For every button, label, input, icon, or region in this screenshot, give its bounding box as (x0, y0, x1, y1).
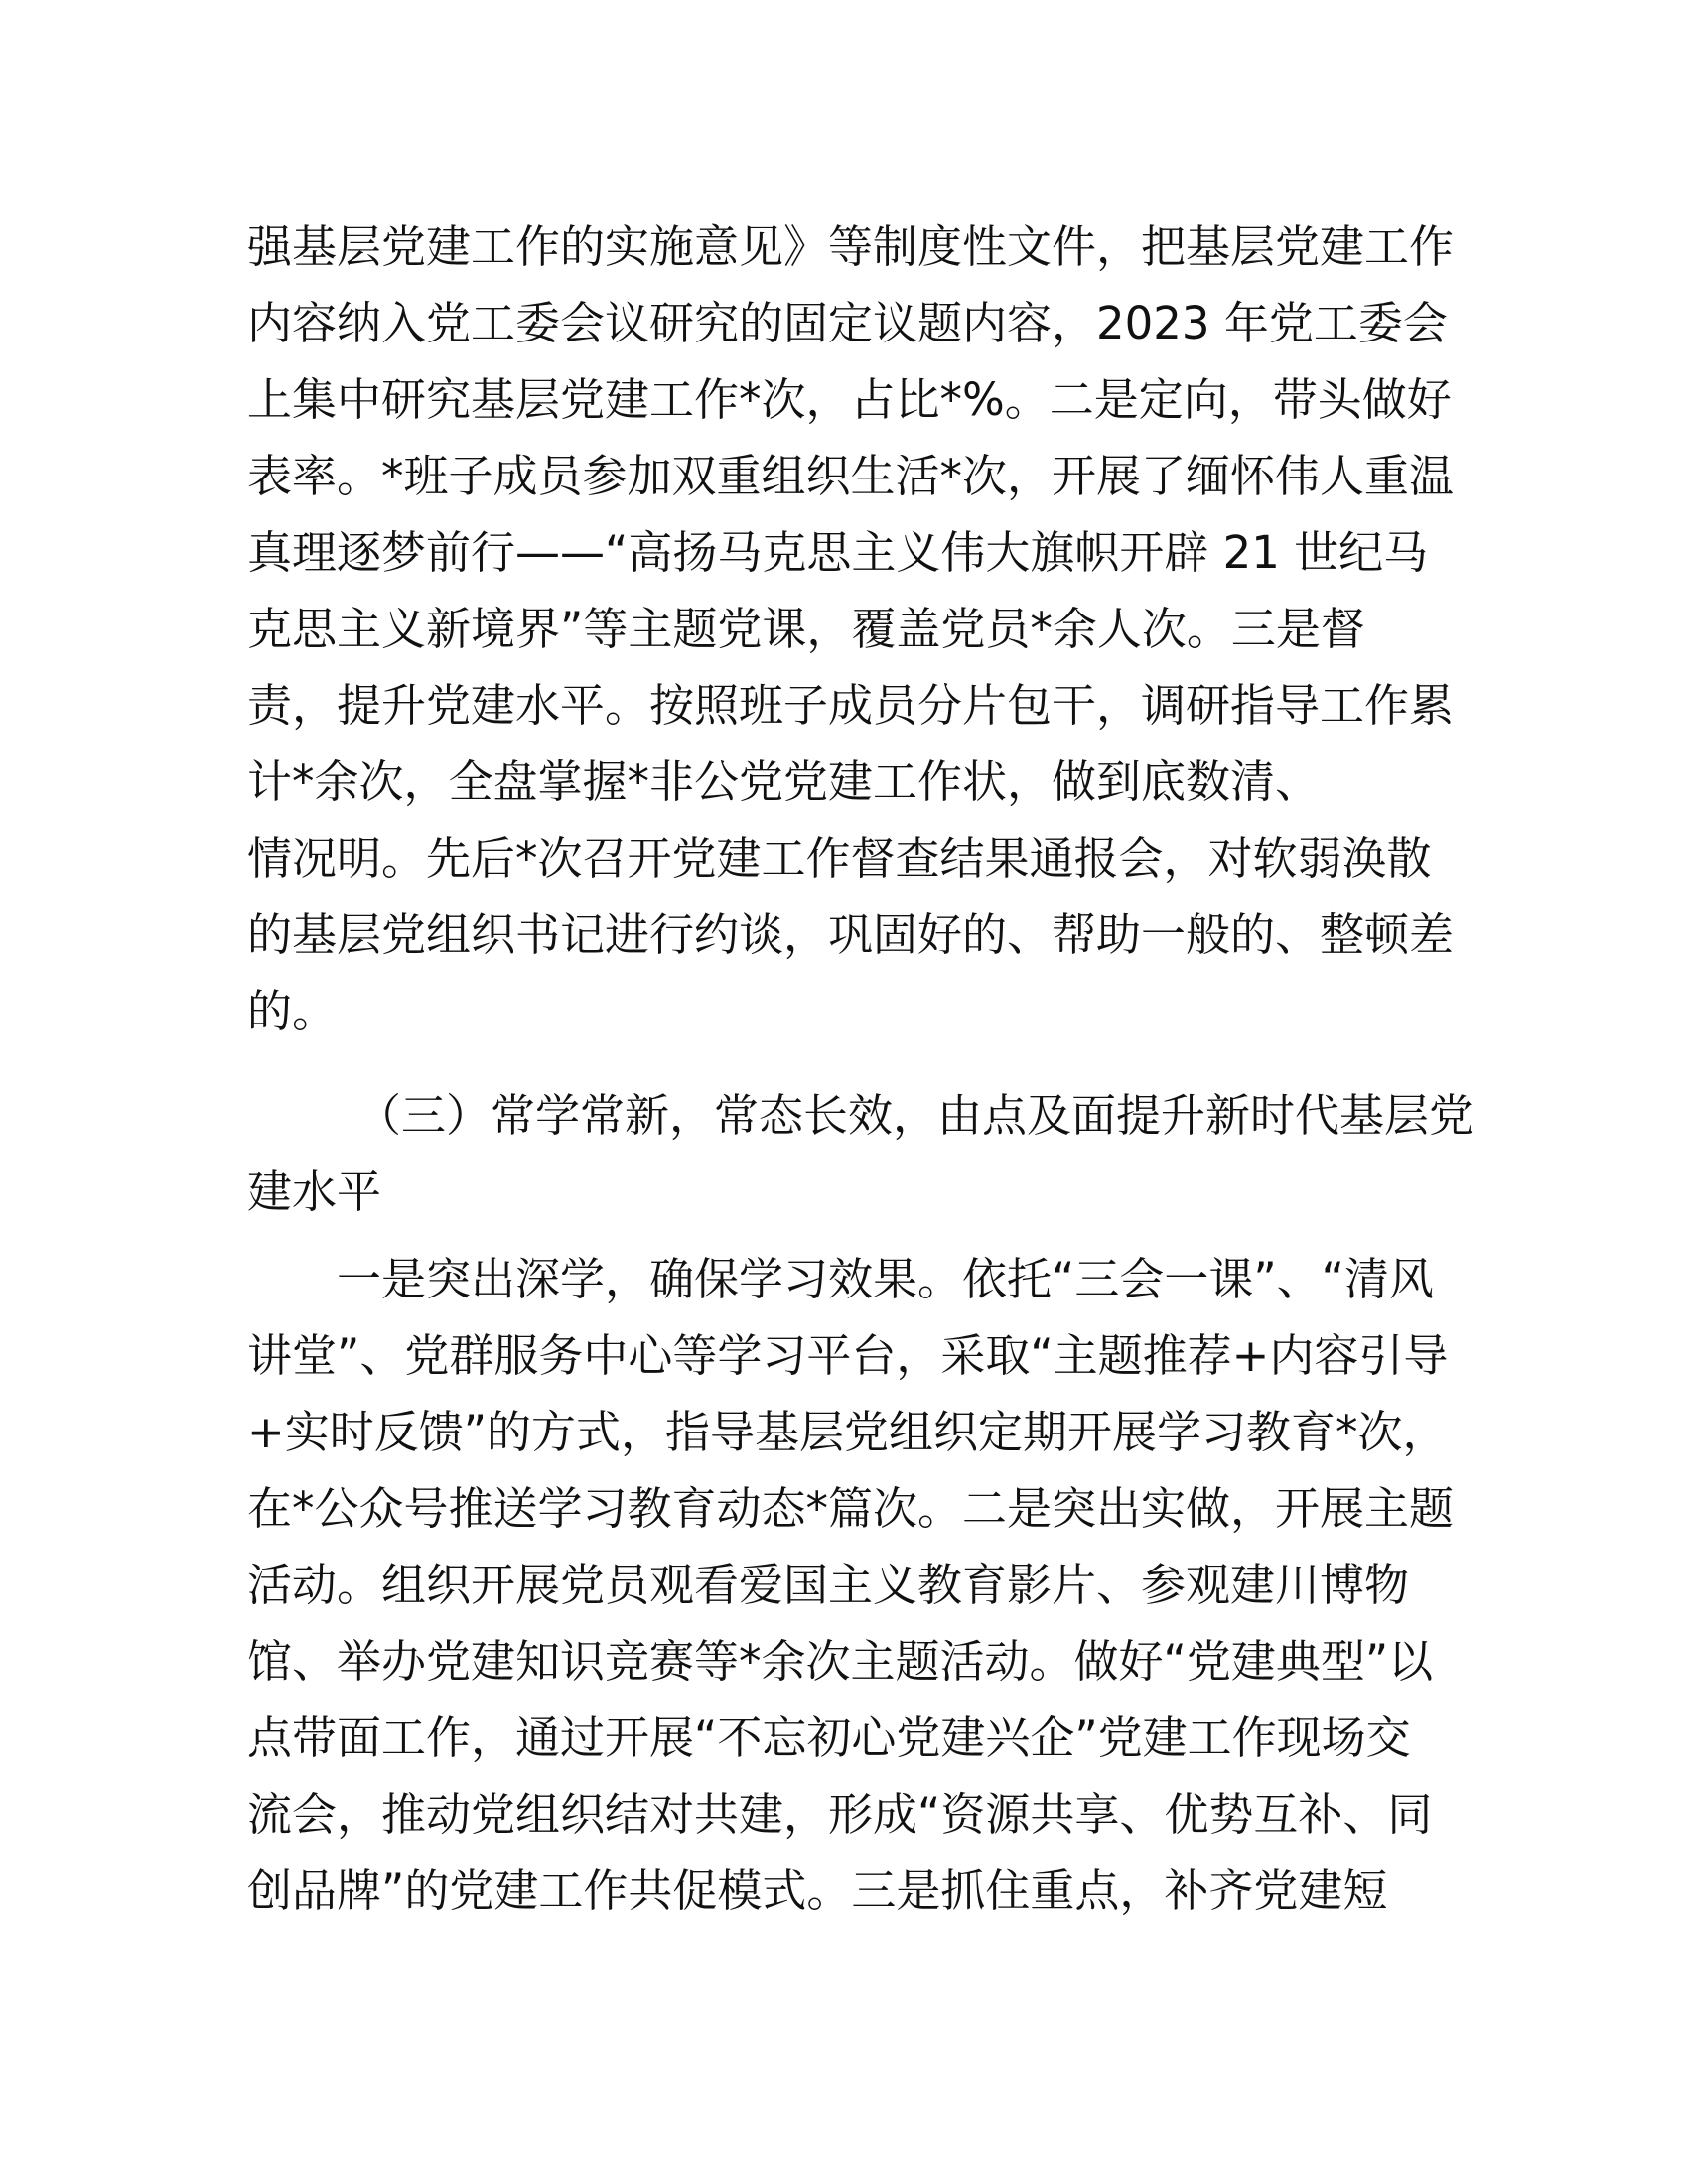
text-line: +实时反馈”的方式，指导基层党组织定期开展学习教育*次， (247, 1406, 1448, 1458)
text-line: 上集中研究基层党建工作*次，占比*%。二是定向，带头做好 (247, 373, 1452, 426)
section-heading (247, 1077, 1475, 1230)
paragraph-continuation (247, 208, 1455, 1049)
text-line: 讲堂”、党群服务中心等学习平台，采取“主题推荐+内容引导 (247, 1329, 1449, 1382)
text-line: 克思主义新境界”等主题党课，覆盖党员*余人次。三是督 (247, 603, 1365, 655)
text-line: 计*余次，全盘掌握*非公党党建工作状，做到底数清、 (247, 755, 1321, 808)
text-line: 表率。*班子成员参加双重组织生活*次，开展了缅怀伟人重温 (247, 450, 1455, 502)
text-line: 在*公众号推送学习教育动态*篇次。二是突出实做，开展主题 (247, 1482, 1455, 1535)
text-line: 情况明。先后*次召开党建工作督查结果通报会，对软弱涣散 (247, 832, 1432, 885)
paragraph (247, 1241, 1455, 1929)
text-line: 的。 (247, 985, 338, 1037)
text-line: 的基层党组织书记进行约谈，巩固好的、帮助一般的、整顿差 (247, 908, 1455, 961)
text-line: 流会，推动党组织结对共建，形成“资源共享、优势互补、同 (247, 1788, 1433, 1841)
heading-line: （三）常学常新，常态长效，由点及面提升新时代基层党 (356, 1089, 1475, 1142)
heading-line: 建水平 (247, 1165, 382, 1218)
text-line: 创品牌”的党建工作共促模式。三是抓住重点，补齐党建短 (247, 1864, 1388, 1917)
text-line: 真理逐梦前行——“高扬马克思主义伟大旗帜开辟 21 世纪马 (247, 526, 1429, 579)
text-line: 一是突出深学，确保学习效果。依托“三会一课”、“清风 (337, 1253, 1434, 1305)
text-line: 内容纳入党工委会议研究的固定议题内容，2023 年党工委会 (247, 297, 1448, 349)
text-line: 活动。组织开展党员观看爱国主义教育影片、参观建川博物 (247, 1559, 1410, 1611)
text-line: 点带面工作，通过开展“不忘初心党建兴企”党建工作现场交 (247, 1711, 1411, 1764)
text-line: 责，提升党建水平。按照班子成员分片包干，调研指导工作累 (247, 679, 1455, 732)
text-line: 强基层党建工作的实施意见》等制度性文件，把基层党建工作 (247, 220, 1455, 273)
text-line: 馆、举办党建知识竞赛等*余次主题活动。做好“党建典型”以 (247, 1635, 1434, 1688)
